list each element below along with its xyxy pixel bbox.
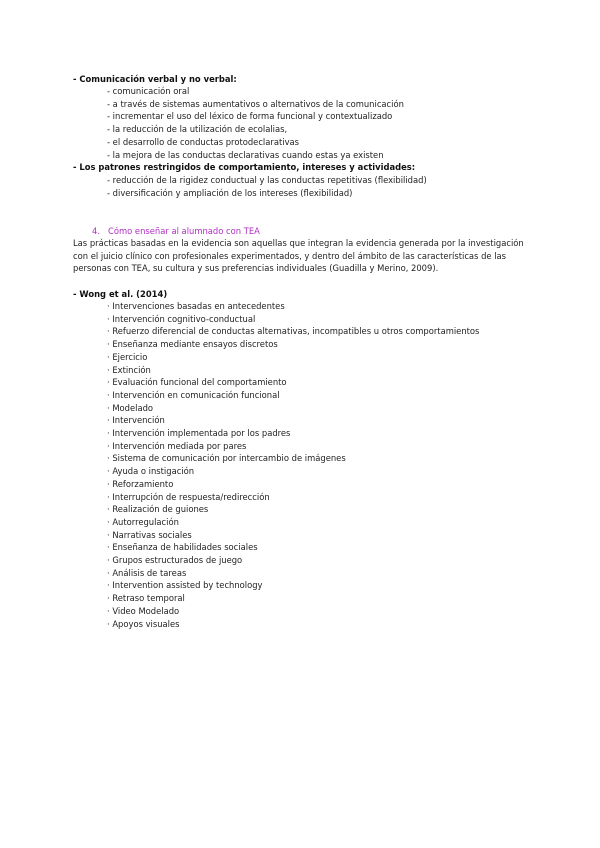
list-item: · Ejercicio (107, 351, 148, 362)
list-item: - la mejora de las conductas declarativas cuando estas ya existen (107, 149, 384, 160)
list-item: · Intervención en comunicación funcional (107, 389, 280, 400)
list-item: · Refuerzo diferencial de conductas alternativas, incompatibles u otros comportamientos (107, 326, 480, 337)
heading-wong: - Wong et al. (2014) (73, 289, 168, 299)
list-item: · Análisis de tareas (107, 567, 187, 578)
list-item: · Intervención cognitivo-conductual (107, 313, 256, 324)
list-item: · Apoyos visuales (107, 618, 180, 629)
list-item: · Enseñanza de habilidades sociales (107, 542, 258, 553)
list-item: · Intervención (107, 415, 165, 426)
verbal-communication-list (107, 85, 404, 161)
section-title-text: Cómo enseñar al alumnado con TEA (108, 226, 260, 236)
heading-restricted-patterns: - Los patrones restringidos de comportamiento, intereses y actividades: (73, 162, 416, 172)
restricted-patterns-list (107, 174, 427, 199)
list-item: · Intervención implementada por los padres (107, 428, 291, 439)
list-item: - a través de sistemas aumentativos o alternativos de la comunicación (107, 98, 404, 109)
list-item: · Modelado (107, 402, 154, 413)
list-item: - diversificación y ampliación de los intereses (flexibilidad) (107, 187, 353, 198)
list-item: · Enseñanza mediante ensayos discretos (107, 339, 278, 350)
list-item: - comunicación oral (107, 86, 190, 96)
list-item: · Video Modelado (107, 605, 180, 616)
list-item: · Interrupción de respuesta/redirección (107, 491, 270, 502)
list-item: · Reforzamiento (107, 478, 174, 489)
section-number: 4. (92, 226, 100, 236)
list-item: - reducción de la rigidez conductual y las conductas repetitivas (flexibilidad) (107, 175, 427, 185)
list-item: · Sistema de comunicación por intercambio de imágenes (107, 453, 346, 464)
list-item: · Intervention assisted by technology (107, 580, 263, 591)
list-item: · Retraso temporal (107, 593, 185, 604)
section-title (92, 225, 260, 238)
list-item: - el desarrollo de conductas protodeclarativas (107, 136, 300, 147)
heading-verbal-communication: - Comunicación verbal y no verbal: (73, 74, 237, 84)
list-item: - la reducción de la utilización de ecolalias, (107, 124, 288, 135)
list-item: · Intervención mediada por pares (107, 440, 247, 451)
list-item: - incrementar el uso del léxico de forma funcional y contextualizado (107, 111, 393, 122)
list-item: · Realización de guiones (107, 504, 209, 515)
practices-list (107, 300, 479, 630)
list-item: · Grupos estructurados de juego (107, 555, 243, 566)
list-item: · Extinción (107, 364, 151, 375)
list-item: · Autorregulación (107, 516, 179, 527)
list-item: · Ayuda o instigación (107, 466, 195, 477)
list-item: · Intervenciones basadas en antecedentes (107, 301, 285, 311)
list-item: · Narrativas sociales (107, 529, 192, 540)
list-item: · Evaluación funcional del comportamiento (107, 377, 287, 388)
evidence-paragraph: Las prácticas basadas en la evidencia son aquellas que integran la evidencia generada por la investigación con el juicio clínico con profesionales experimentados, y dentro del ámbito de las características de las personas con TEA, su cultura y sus preferencias individuales (Guadilla y Merino, 2009). (73, 238, 524, 274)
